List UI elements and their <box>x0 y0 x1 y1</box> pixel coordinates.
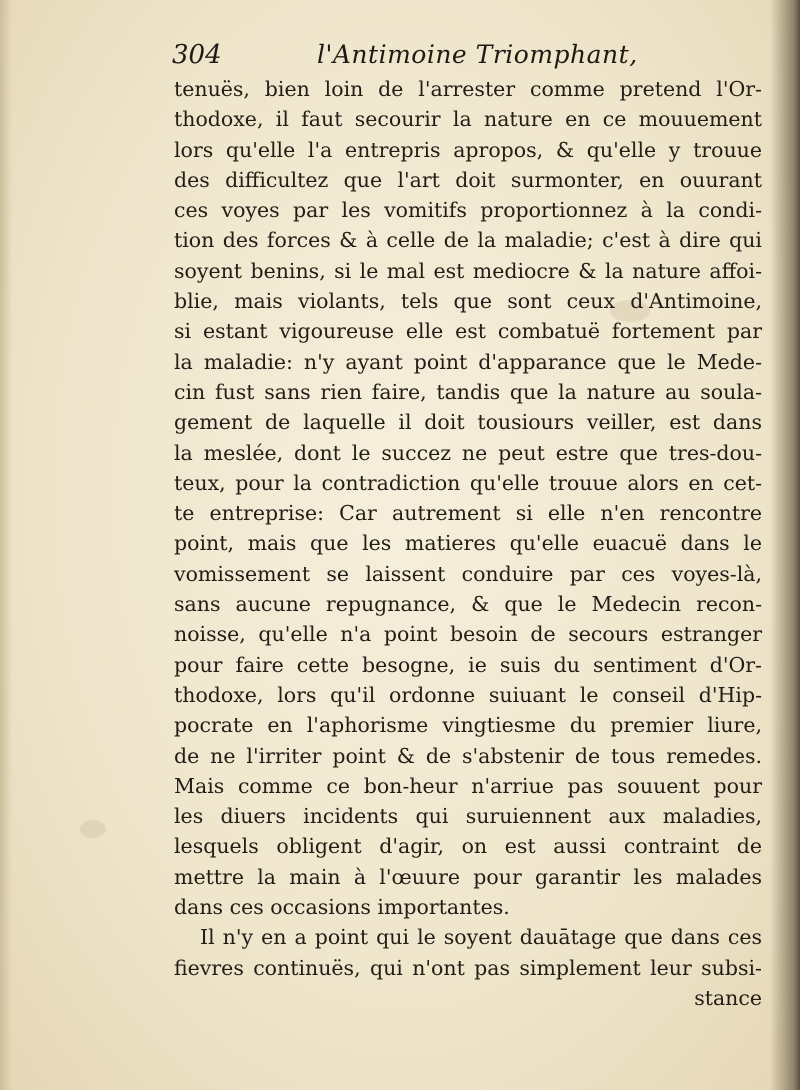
text-line: thodoxe, il faut secourir la nature en ce mouuement <box>174 107 762 132</box>
text-line: la maladie: n'y ayant point d'apparance que le Mede- <box>174 349 762 374</box>
text-line: si estant vigoureuse elle est combatuë fortement par <box>174 319 762 344</box>
page-left-edge <box>0 0 12 1090</box>
text-line: noisse, qu'elle n'a point besoin de secours estranger <box>174 622 762 647</box>
text-line: soyent benins, si le mal est mediocre & la nature affoi- <box>174 258 762 283</box>
text-line: des difficultez que l'art doit surmonter, en ouurant <box>174 167 762 192</box>
text-line: thodoxe, lors qu'il ordonne suiuant le conseil d'Hip- <box>174 682 762 707</box>
text-line: ces voyes par les vomitifs proportionnez à la condi- <box>174 198 762 223</box>
text-line: point, mais que les matieres qu'elle euacuë dans le <box>174 531 762 556</box>
text-line: gement de laquelle il doit tousiours veiller, est dans <box>174 410 762 435</box>
text-line: dans ces occasions importantes. <box>174 895 510 920</box>
text-line: les diuers incidents qui suruiennent aux maladies, <box>174 804 762 829</box>
text-line: te entreprise: Car autrement si elle n'en rencontre <box>174 501 762 526</box>
text-line: blie, mais violants, tels que sont ceux d'Antimoine, <box>174 289 762 314</box>
text-line: lors qu'elle l'a entrepris apropos, & qu'elle y trouue <box>174 137 762 162</box>
text-line: fievres continuës, qui n'ont pas simplement leur subsi- <box>174 955 762 980</box>
text-line: de ne l'irriter point & de s'abstenir de tous remedes. <box>174 743 762 768</box>
paragraph-start-line: Il n'y en a point qui le soyent dauātage que dans ces <box>200 925 762 950</box>
paper-stain <box>80 820 106 838</box>
page-header <box>172 38 752 78</box>
text-line: vomissement se laissent conduire par ces voyes-là, <box>174 561 762 586</box>
page-binding-shadow <box>770 0 800 1090</box>
text-line: la meslée, dont le succez ne peut estre que tres-dou- <box>174 440 762 465</box>
text-line: sans aucune repugnance, & que le Medecin recon- <box>174 592 762 617</box>
text-line: pocrate en l'aphorisme vingtiesme du premier liure, <box>174 713 762 738</box>
page-number: 304 <box>172 40 222 70</box>
text-line: tenuës, bien loin de l'arrester comme pretend l'Or- <box>174 77 762 101</box>
text-line: lesquels obligent d'agir, on est aussi contraint de <box>174 834 762 859</box>
text-line: Mais comme ce bon-heur n'arriue pas souuent pour <box>174 773 762 798</box>
body-text <box>174 74 762 1013</box>
text-line: mettre la main à l'œuure pour garantir les malades <box>174 864 762 889</box>
text-line: teux, pour la contradiction qu'elle trouue alors en cet- <box>174 470 762 495</box>
text-line: cin fust sans rien faire, tandis que la nature au soula- <box>174 379 762 404</box>
catchword: stance <box>694 985 762 1010</box>
text-line: pour faire cette besogne, ie suis du sentiment d'Or- <box>174 652 762 677</box>
text-line: tion des forces & à celle de la maladie; c'est à dire qui <box>174 228 762 253</box>
running-title: l'Antimoine Triomphant, <box>317 40 638 69</box>
